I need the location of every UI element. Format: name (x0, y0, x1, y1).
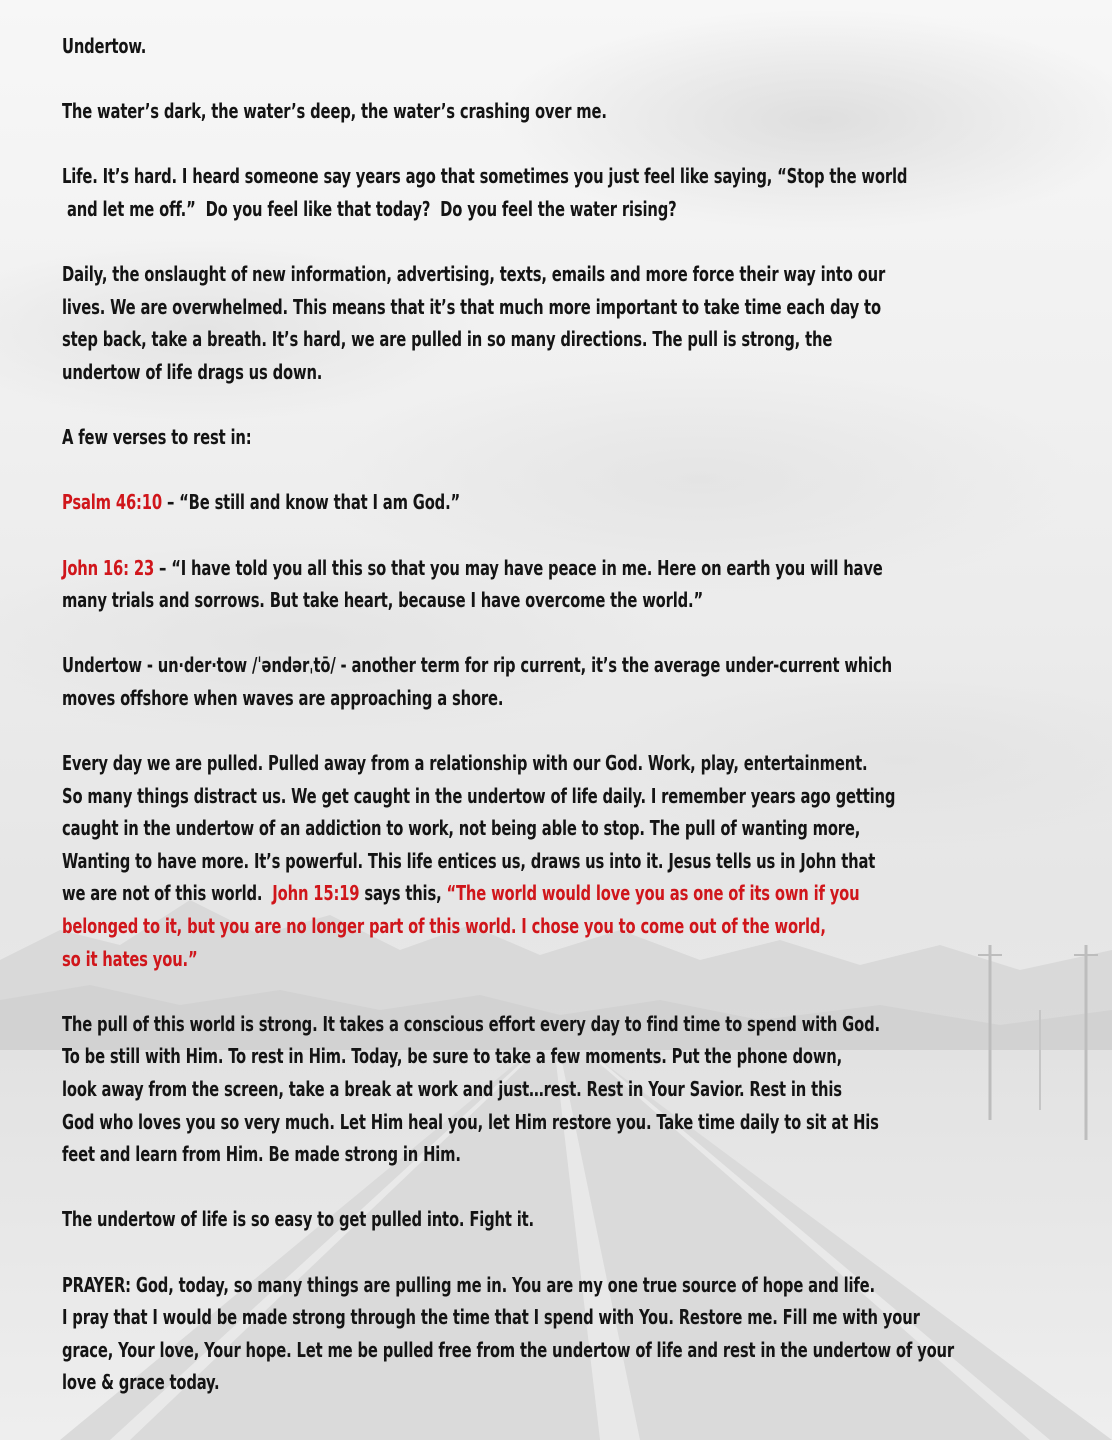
verse-reference-john-16: John 16: 23 (62, 555, 155, 580)
verse-quote-john-15: “The world would love you as one of its own if you (446, 881, 860, 906)
document-title: Undertow. (62, 34, 147, 58)
devotional-document (62, 30, 1052, 1432)
paragraph-life: Life. It’s hard. I heard someone say years ago that sometimes you just feel like saying, “Stop the world and let me off.” Do you feel like that today? Do you feel the water rising? (62, 164, 908, 221)
definition-undertow: Undertow - un·der·tow /ˈəndərˌtō/ - another term for rip current, it’s the average under-current which moves offshore when waves are approaching a shore. (62, 653, 892, 710)
verses-intro: A few verses to rest in: (62, 425, 252, 450)
paragraph-fight: The undertow of life is so easy to get pulled into. Fight it. (62, 1207, 534, 1232)
prayer-paragraph: PRAYER: God, today, so many things are pulling me in. You are my one true source of hope and life. I pray that I would be made strong through the time that I spend with You. Restore me. Fill me with your grace, Your love, Your hope. Let me be pulled free from the undertow of life and rest in the undertow of your love & grace today. (62, 1272, 955, 1395)
intro-line: The water’s dark, the water’s deep, the water’s crashing over me. (62, 99, 607, 124)
verse-reference-john-15: John 15:19 (272, 881, 360, 906)
verse-john-16: John 16: 23 – “I have told you all this so that you may have peace in me. Here on earth you will have many trials and sorrows. But take heart, because I have overcome the world.” (62, 555, 883, 613)
paragraph-daily: Daily, the onslaught of new information, advertising, texts, emails and more force their way into our lives. We are overwhelmed. This means that it’s that much more important to take time each day to step back, take a breath. It’s hard, we are pulled in so many directions. The pull is strong, the undertow of life drags us down. (62, 262, 886, 384)
verse-reference-psalm: Psalm 46:10 (62, 490, 162, 515)
paragraph-pull: The pull of this world is strong. It takes a conscious effort every day to find time to spend with God. To be still with Him. To rest in Him. Today, be sure to take a few moments. Put the phone down, look away from the screen, take a break at work and just…rest. Rest in Your Savior. Rest in this God who loves you so very much. Let Him heal you, let Him restore you. Take time daily to sit at His feet and learn from Him. Be made strong in Him. (62, 1011, 880, 1167)
paragraph-every-day: Every day we are pulled. Pulled away from a relationship with our God. Work, play, entertainment. So many things distract us. We get caught in the undertow of life daily. I remember years ago getting caught in the undertow of an addiction to work, not being able to stop. The pull of wanting more, Wanting to have more. It’s powerful. This life entices us, draws us into it. Jesus tells us in John that we are not of this world. John 15:19 says this, “The world would love you as one of its own if you belonged to it, but you are no longer part of this world. I chose you to come out of the world, so it hates you.” (62, 751, 896, 971)
verse-psalm: Psalm 46:10 – “Be still and know that I am God.” (62, 490, 461, 515)
